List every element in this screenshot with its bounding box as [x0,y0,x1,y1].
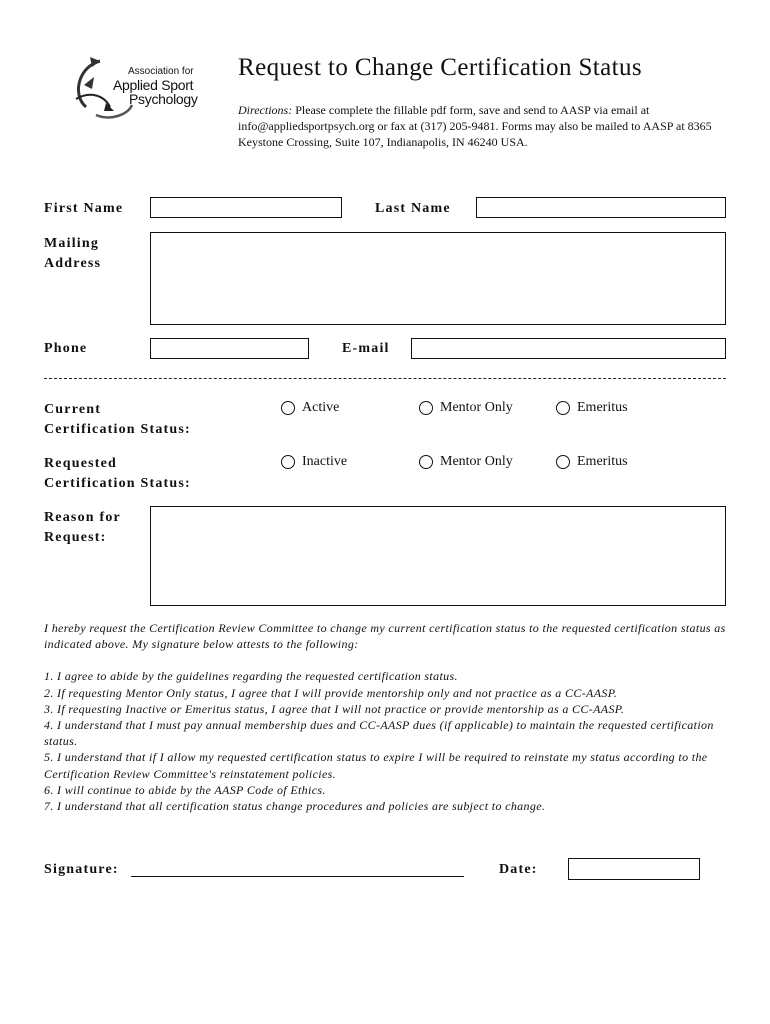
reason-label [44,508,121,547]
statement-item: 5. I understand that if I allow my requested certification status to expire I will be required to reinstate my status according to the Certification Review Committee's reinstatement policies. [44,750,708,781]
radio-label: Mentor Only [440,454,513,469]
statement-item: 7. I understand that all certification status change procedures and policies are subject to change. [44,799,546,814]
statement-item: 6. I will continue to abide by the AASP Code of Ethics. [44,782,326,797]
statement-item: 2. If requesting Mentor Only status, I agree that I will provide mentorship only and not practice as a CC-AASP. [44,685,618,700]
logo-text-applied-sport: Applied Sport [113,77,194,93]
email-label: E-mail [342,341,390,356]
radio-circle-icon[interactable] [419,455,433,469]
statement-item: 3. If requesting Inactive or Emeritus status, I agree that I will not practice or provide mentorship as a CC-AASP. [44,701,625,716]
signature-line[interactable] [131,876,464,877]
phone-field[interactable] [150,338,309,359]
radio-circle-icon[interactable] [281,455,295,469]
current-status-label-line-2: Certification Status: [44,421,191,437]
radio-label: Emeritus [577,454,628,469]
page-title: Request to Change Certification Status [238,54,643,81]
requested-status-option-inactive[interactable] [281,454,347,470]
first-name-field[interactable] [150,197,342,218]
last-name-field[interactable] [476,197,726,218]
attestation-statement [44,620,734,814]
mailing-label-line-2: Address [44,255,102,271]
dashed-divider [44,378,726,379]
reason-label-line-2: Request: [44,529,107,545]
radio-label: Emeritus [577,400,628,415]
current-status-label-line-1: Current [44,402,102,417]
current-status-option-active[interactable] [281,400,339,416]
date-field[interactable] [568,858,700,880]
email-field[interactable] [411,338,726,359]
requested-status-label-line-2: Certification Status: [44,475,191,491]
logo-text-association: Association for [128,66,194,77]
reason-field[interactable] [150,506,726,606]
requested-status-label-line-1: Requested [44,456,118,471]
statement-intro: I hereby request the Certification Review Committee to change my current certification status to the requested certification status as indicated above. My signature below attests to the following: [44,621,726,652]
logo-text-psychology: Psychology [129,91,198,107]
directions-prefix: Directions: [238,103,293,117]
radio-circle-icon[interactable] [281,401,295,415]
radio-label: Active [302,400,340,415]
statement-item: 1. I agree to abide by the guidelines regarding the requested certification status. [44,669,458,684]
directions-text [238,102,728,150]
radio-circle-icon[interactable] [556,401,570,415]
current-status-option-mentor-only[interactable] [419,400,513,416]
mailing-address-label [44,234,101,273]
statement-item: 4. I understand that I must pay annual membership dues and CC-AASP dues (if applicable) to maintain the requested certification status. [44,718,714,749]
requested-status-label [44,454,191,493]
signature-label: Signature: [44,862,119,877]
current-status-label [44,400,191,439]
current-status-option-emeritus[interactable] [556,400,628,416]
reason-label-line-1: Reason for [44,510,121,525]
phone-label: Phone [44,341,88,356]
last-name-label: Last Name [375,201,451,216]
requested-status-option-mentor-only[interactable] [419,454,513,470]
radio-circle-icon[interactable] [556,455,570,469]
first-name-label: First Name [44,201,124,216]
mailing-address-field[interactable] [150,232,726,325]
requested-status-option-emeritus[interactable] [556,454,628,470]
radio-label: Mentor Only [440,400,513,415]
radio-label: Inactive [302,454,348,469]
directions-body: Please complete the fillable pdf form, save and send to AASP via email at info@appliedsportpsych.org or fax at (317) 205-9481. Forms may also be mailed to AASP at 8365 Keystone Crossing, Suite 107, Indianapolis, IN 46240 USA. [238,103,712,149]
radio-circle-icon[interactable] [419,401,433,415]
mailing-label-line-1: Mailing [44,236,100,251]
date-label: Date: [499,862,538,877]
